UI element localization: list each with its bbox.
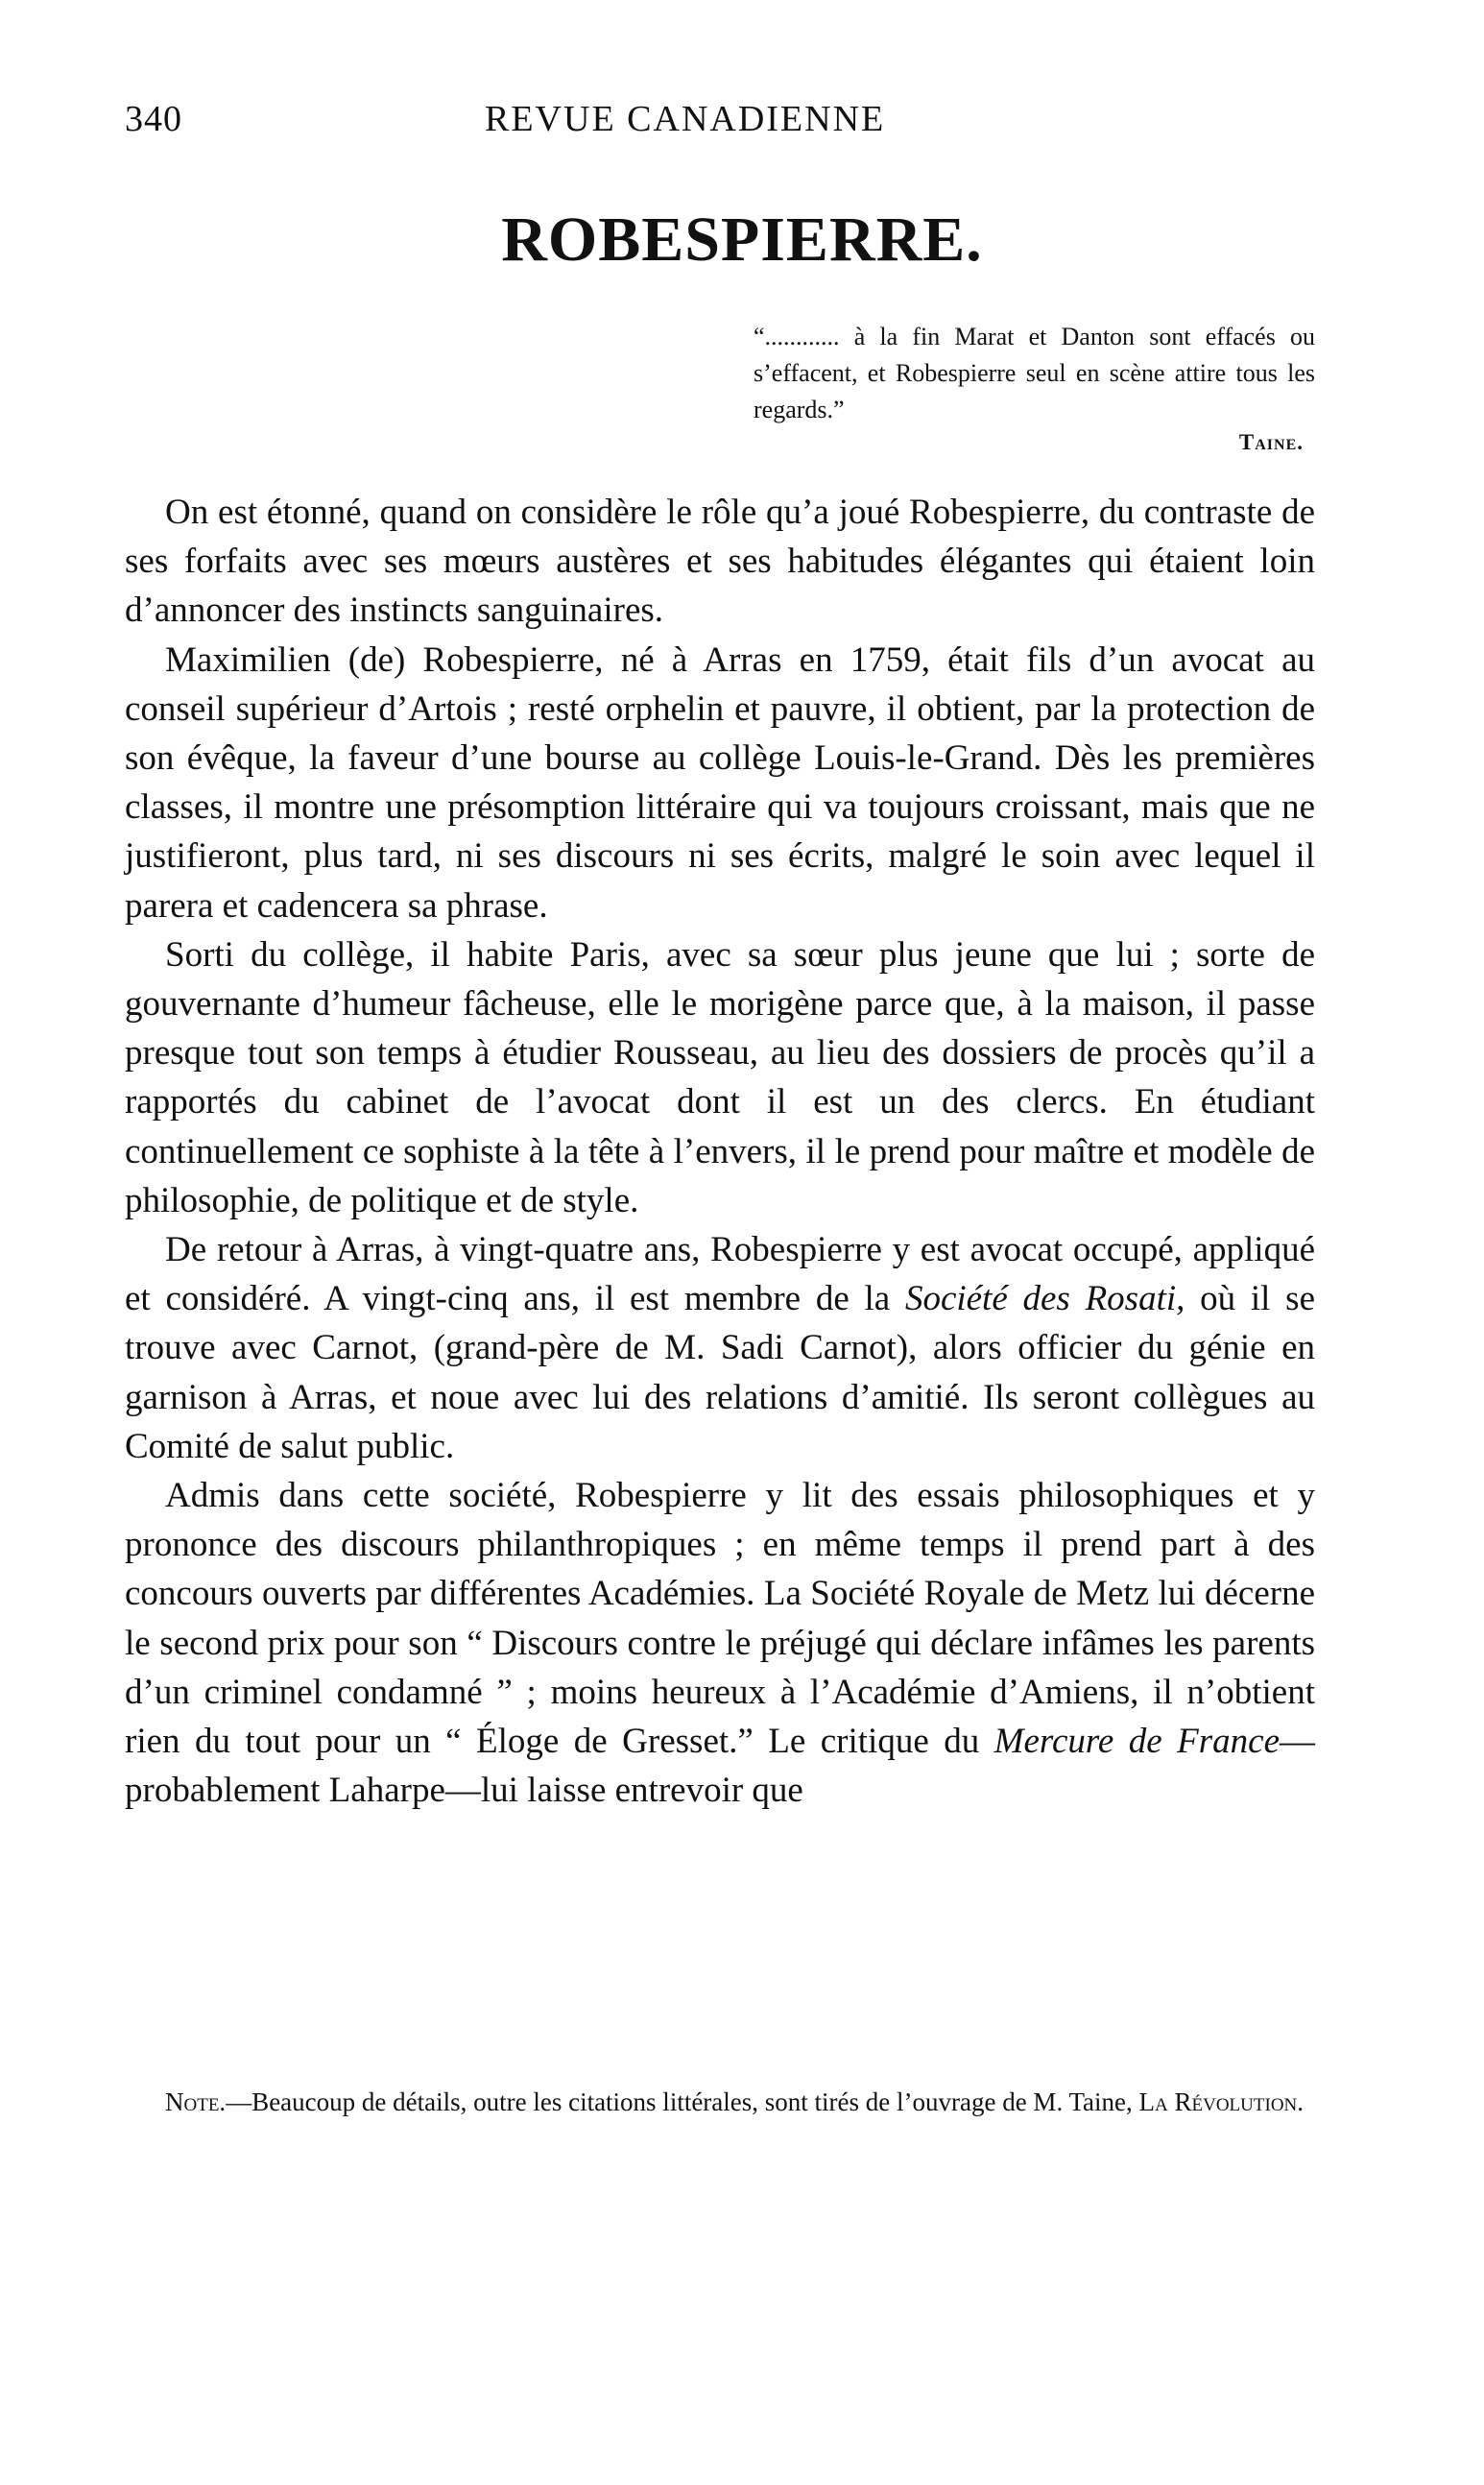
paragraph-5 — [125, 1471, 1315, 1815]
paragraph-4 — [125, 1225, 1315, 1471]
society-name: Société des Rosati, — [904, 1279, 1185, 1319]
paragraph-5-text-end: —probablement Laharpe—lui laisse entrevoir que — [125, 1722, 1315, 1811]
journal-name-mercure: Mercure de France — [993, 1722, 1280, 1762]
paragraph-4-text-start: De retour à Arras, à vingt-quatre ans, Robespierre y est avocat occupé, appliqué et considéré. A vingt-cinq ans, il est membre de la — [125, 1230, 1315, 1319]
footnote — [125, 2084, 1315, 2120]
page-number: 340 — [125, 99, 182, 139]
epigraph-source: Taine. — [1238, 430, 1304, 454]
journal-title: REVUE CANADIENNE — [485, 99, 886, 139]
running-head — [125, 98, 1315, 146]
epigraph: “............ à la fin Marat et Danton sont effacés ou s’effacent, et Robespierre seul en scène attire tous les regards.” — [754, 323, 1315, 423]
footnote-end: . — [1297, 2087, 1304, 2116]
paragraph-4-text-end: où il se trouve avec Carnot, (grand-père de M. Sadi Carnot), alors officier du génie en garnison à Arras, et noue avec lui des relations d’amitié. Ils seront collègues au Comité de salut public. — [125, 1279, 1315, 1466]
paragraph-1: On est étonné, quand on considère le rôle qu’a joué Robespierre, du contraste de ses forfaits avec ses mœurs austères et ses habitudes élégantes qui étaient loin d’annoncer des instincts sanguinaires. — [125, 493, 1315, 631]
article-title: ROBESPIERRE. — [501, 205, 983, 275]
paragraph-2: Maximilien (de) Robespierre, né à Arras en 1759, était fils d’un avocat au conseil supérieur d’Artois ; resté orphelin et pauvre, il obtient, par la protection de son évêque, la faveur d’une bourse au collège Louis-le-Grand. Dès les premières classes, il montre une présomption littéraire qui va toujours croissant, mais que ne justifieront, plus tard, ni ses discours ni ses écrits, malgré le soin avec lequel il parera et cadencera sa phrase. — [125, 639, 1315, 926]
footnote-label: Note. — [165, 2087, 227, 2116]
paragraph-3: Sorti du collège, il habite Paris, avec sa sœur plus jeune que lui ; sorte de gouvernante d’humeur fâcheuse, elle le morigène parce que, à la maison, il passe presque tout son temps à étudier Rousseau, au lieu des dossiers de procès qu’il a rapportés du cabinet de l’avocat dont il est un des clercs. En étudiant continuellement ce sophiste à la tête à l’envers, il le prend pour maître et modèle de philosophie, de politique et de style. — [125, 934, 1315, 1220]
footnote-work-title: La Révolution — [1138, 2087, 1298, 2116]
footnote-text: —Beaucoup de détails, outre les citations littérales, sont tirés de l’ouvrage de M. Taine, — [226, 2087, 1139, 2116]
paragraph-5-text-start: Admis dans cette société, Robespierre y lit des essais philosophiques et y prononce des discours philanthropiques ; en même temps il prend part à des concours ouverts par différentes Académies. La Société Royale de Metz lui décerne le second prix pour son “ Discours contre le préjugé qui déclare infâmes les parents d’un criminel condamné ” ; moins heureux à l’Académie d’Amiens, il n’obtient rien du tout pour un “ Éloge de Gresset.” Le critique du — [125, 1476, 1315, 1762]
article-body — [125, 488, 1315, 1815]
